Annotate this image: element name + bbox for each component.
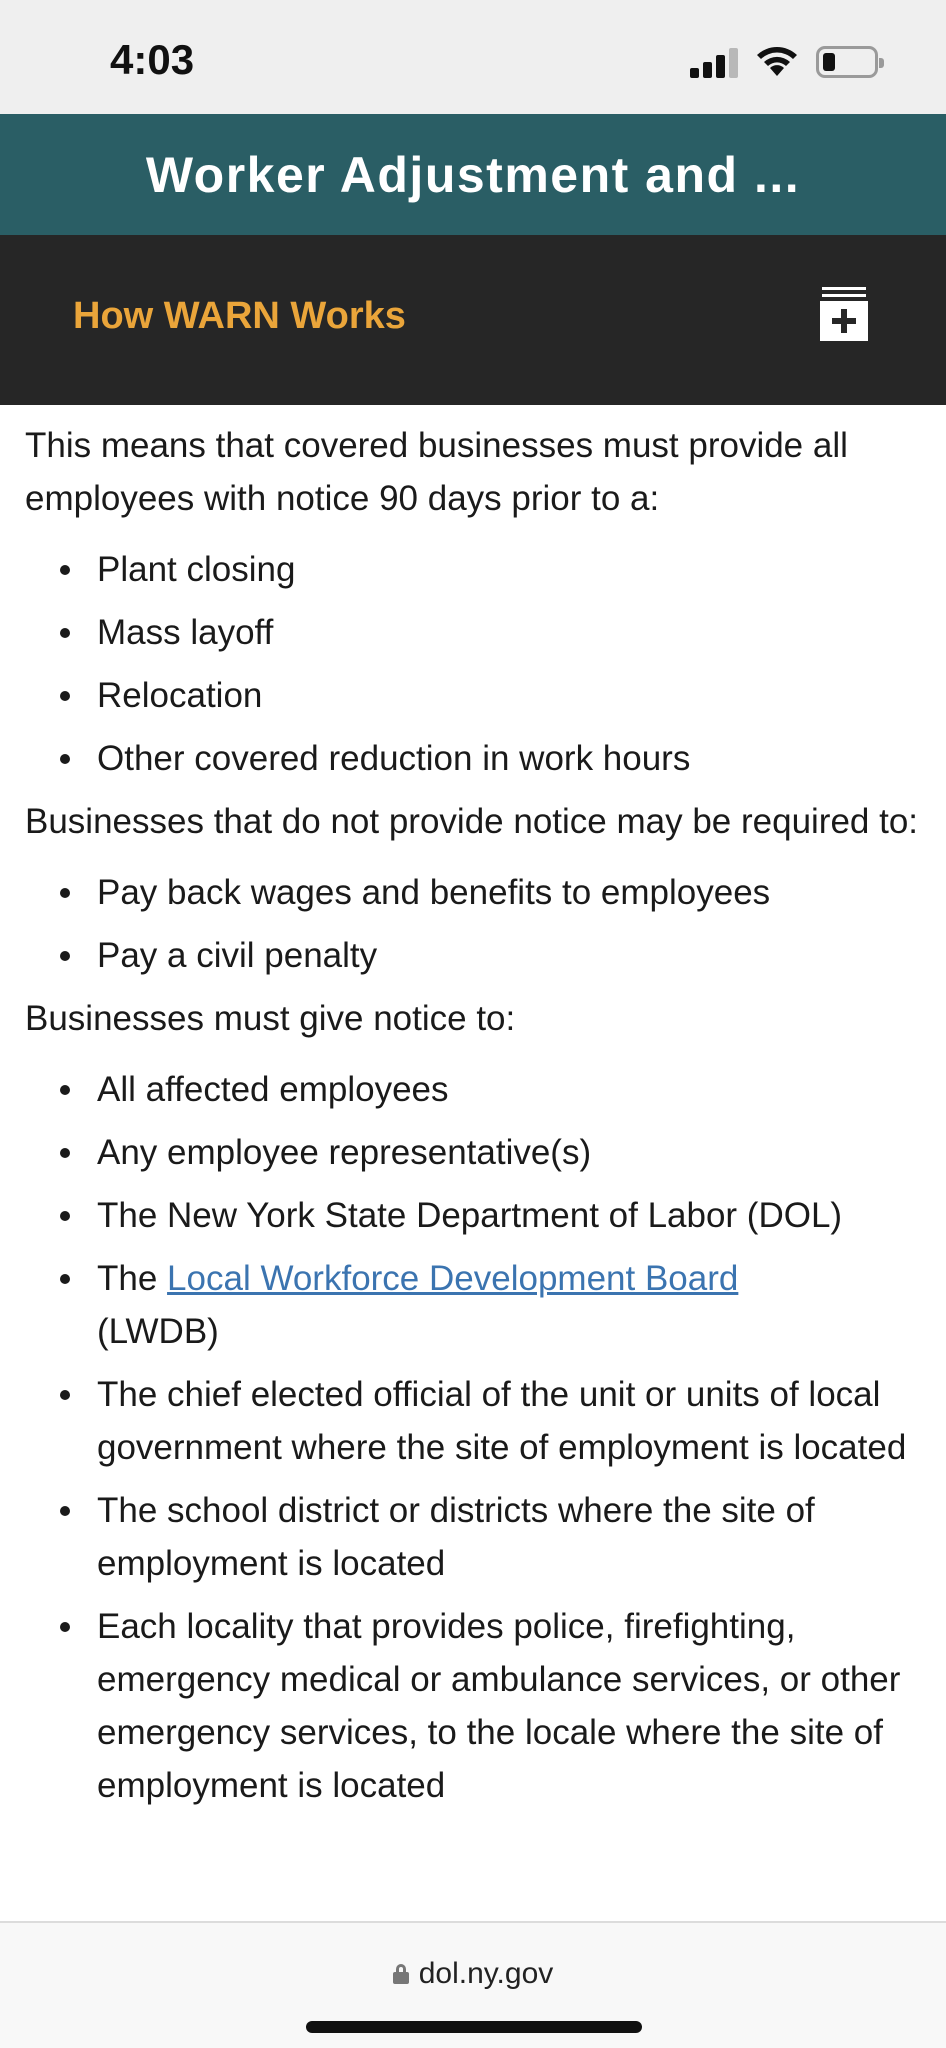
wifi-icon — [755, 44, 799, 78]
lock-icon — [393, 1964, 409, 1984]
home-indicator[interactable] — [306, 2021, 642, 2033]
list-item: All affected employees — [25, 1063, 930, 1116]
cellular-signal-icon — [690, 46, 740, 78]
intro-paragraph: This means that covered businesses must provide all employees with notice 90 days prior to a: — [25, 426, 848, 518]
notice-events-list — [25, 543, 930, 785]
section-title: How WARN Works — [73, 295, 406, 337]
list-item: Pay back wages and benefits to employees — [25, 866, 930, 919]
list-item: Relocation — [25, 669, 930, 722]
lwdb-prefix: The — [97, 1259, 168, 1298]
list-item: Plant closing — [25, 543, 930, 596]
recipients-list — [25, 1063, 930, 1812]
penalty-paragraph: Businesses that do not provide notice may be required to: — [25, 802, 919, 841]
list-item: The chief elected official of the unit or units of local government where the site of employment is located — [25, 1368, 930, 1474]
list-item: Pay a civil penalty — [25, 929, 930, 982]
lwdb-link[interactable]: Local Workforce Development Board — [167, 1259, 739, 1298]
article-content — [25, 405, 930, 1822]
page-title: Worker Adjustment and ... — [145, 146, 801, 203]
status-time: 4:03 — [110, 36, 195, 83]
browser-url-bar[interactable] — [0, 1921, 946, 2048]
list-item: Other covered reduction in work hours — [25, 732, 930, 785]
battery-icon — [816, 46, 878, 78]
list-item: Mass layoff — [25, 606, 930, 659]
list-item: Any employee representative(s) — [25, 1126, 930, 1179]
page-header — [0, 114, 946, 235]
list-item: The school district or districts where the site of employment is located — [25, 1484, 930, 1590]
lwdb-suffix: (LWDB) — [97, 1312, 219, 1351]
url-display[interactable] — [0, 1957, 946, 1991]
list-item-lwdb — [25, 1252, 930, 1358]
recipients-paragraph: Businesses must give notice to: — [25, 999, 516, 1038]
status-bar — [0, 0, 946, 114]
list-item: The New York State Department of Labor (DOL) — [25, 1189, 930, 1242]
expand-plus-icon — [818, 287, 870, 343]
section-header — [0, 235, 946, 405]
expand-all-button[interactable] — [818, 287, 870, 343]
penalties-list — [25, 866, 930, 982]
list-item: Each locality that provides police, firefighting, emergency medical or ambulance services, or other emergency services, to the locale where the site of employment is located — [25, 1600, 930, 1812]
url-domain: dol.ny.gov — [418, 1957, 554, 1990]
